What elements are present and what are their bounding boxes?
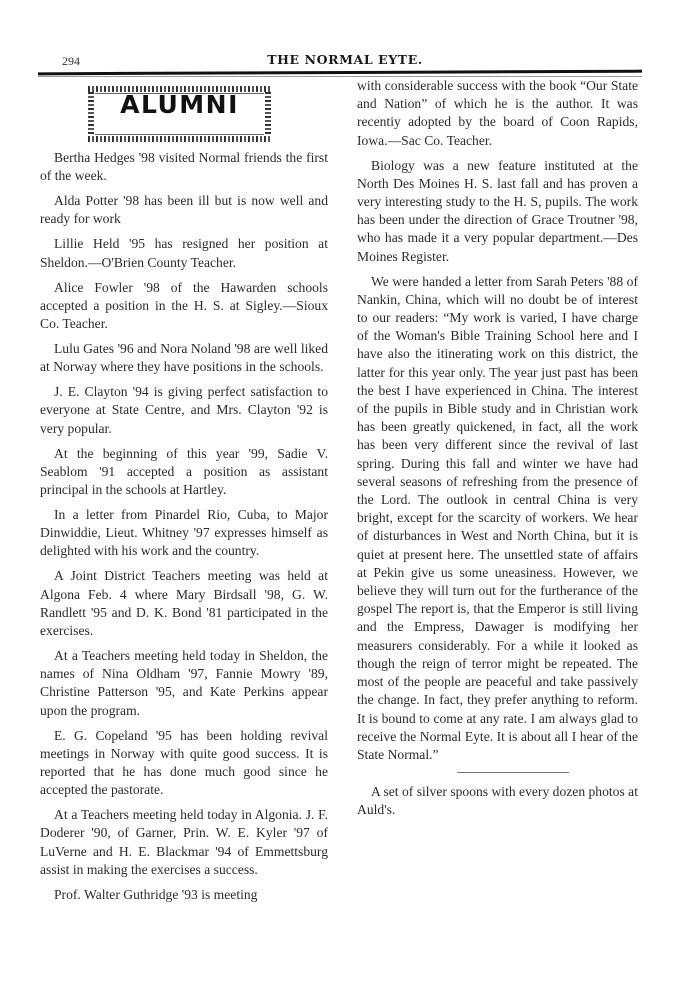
alumni-note: Alice Fowler '98 of the Hawarden schools accepted a position in the H. S. at Sigley.—Sioux Co. Teacher. [40, 279, 328, 332]
alumni-note: At a Teachers meeting held today in Algonia. J. F. Doderer '90, of Garner, Prin. W. E. Kyler '97 of LuVerne and H. E. Blackmar '94 of Emmettsburg assist in making the exercises a success. [40, 807, 328, 877]
left-column [40, 80, 328, 911]
running-title: THE NORMAL EYTE. [267, 52, 423, 67]
header-rule-thick [38, 70, 642, 76]
continued-paragraph: with considerable success with the book “Our State and Nation” of which he is the author. It was recentiy adopted by the board of Coon Rapids, Iowa.—Sac Co. Teacher. [357, 78, 638, 148]
alumni-note: At a Teachers meeting held today in Sheldon, the names of Nina Oldham '97, Fannie Mowry '89, Christine Patterson '95, and Kate Perkins appear upon the program. [40, 648, 328, 718]
section-title: ALUMNI [120, 90, 239, 119]
alumni-note: J. E. Clayton '94 is giving perfect satisfaction to everyone at State Centre, and Mrs. Clayton '92 is very popular. [40, 384, 328, 436]
alumni-note: Lillie Held '95 has resigned her position at Sheldon.—O'Brien County Teacher. [40, 236, 328, 270]
alumni-note: Lulu Gates '96 and Nora Noland '98 are well liked at Norway where they have positions in the schools. [40, 341, 328, 375]
section-separator [457, 772, 569, 773]
alumni-note: In a letter from Pinardel Rio, Cuba, to Major Dinwiddie, Lieut. Whitney '97 expresses himself as delighted with his work and the country. [40, 507, 328, 559]
alumni-note: Bertha Hedges '98 visited Normal friends the first of the week. [40, 150, 328, 184]
letter-paragraph: We were handed a letter from Sarah Peters '88 of Nankin, China, which will no doubt be of interest to our readers: “My work is varied, I have charge of the Woman's Bible Training School here and I have also the itinerating work on this district, the latter for this year only. The year just past has been the best I have experienced in China. The interest of the pupils in Bible study and in Christian work has been greatly quickened, in fact, all the work has been very different since the revival of last spring. During this fall and winter we have had several seasons of refreshing from the presence of the Lord. The outlook in central China is very bright, except for the scarcity of workers. We hear of disturbances in West and North China, but it is quiet at present here. The unsettled state of affairs at Pekin give us some uneasiness. However, we believe they will turn out for the furtherance of the gospel The report is, that the Emperor is still living and the Empress, Dawager is modifying her measurers considerably. For a while it looked as though the reign of terror might be repeated. The most of the people are peaceful and take passively the change. In fact, they prefer anything to reform. It is bound to come at any rate. I am always glad to receive the Normal Eyte. It is about all I hear of the State Normal.” [357, 273, 638, 762]
alumni-note: Alda Potter '98 has been ill but is now well and ready for work [40, 193, 328, 227]
alumni-note: E. G. Copeland '95 has been holding revival meetings in Norway with quite good success. It is reported that he has done much good since he accepted the pastorate. [40, 727, 328, 798]
alumni-note: Prof. Walter Guthridge '93 is meeting [54, 886, 258, 902]
news-paragraph: Biology was a new feature instituted at the North Des Moines H. S. last fall and has proven a very interesting study to the H. S, pupils. The work has been under the direction of Grace Troutner '98, who has made it a very popular department.—Des Moines Register. [357, 157, 638, 264]
alumni-note: At the beginning of this year '99, Sadie V. Seablom '91 accepted a position as assistant principal in the schools at Hartley. [40, 445, 328, 498]
alumni-section-banner [88, 86, 271, 142]
page-header [38, 50, 642, 70]
right-column [357, 77, 638, 826]
advertisement: A set of silver spoons with every dozen photos at Auld's. [357, 784, 638, 818]
alumni-note: A Joint District Teachers meeting was held at Algona Feb. 4 where Mary Birdsall '98, G. W. Randlett '95 and D. K. Bond '81 participated in the exercises. [40, 568, 328, 639]
page-number: 294 [62, 54, 80, 68]
